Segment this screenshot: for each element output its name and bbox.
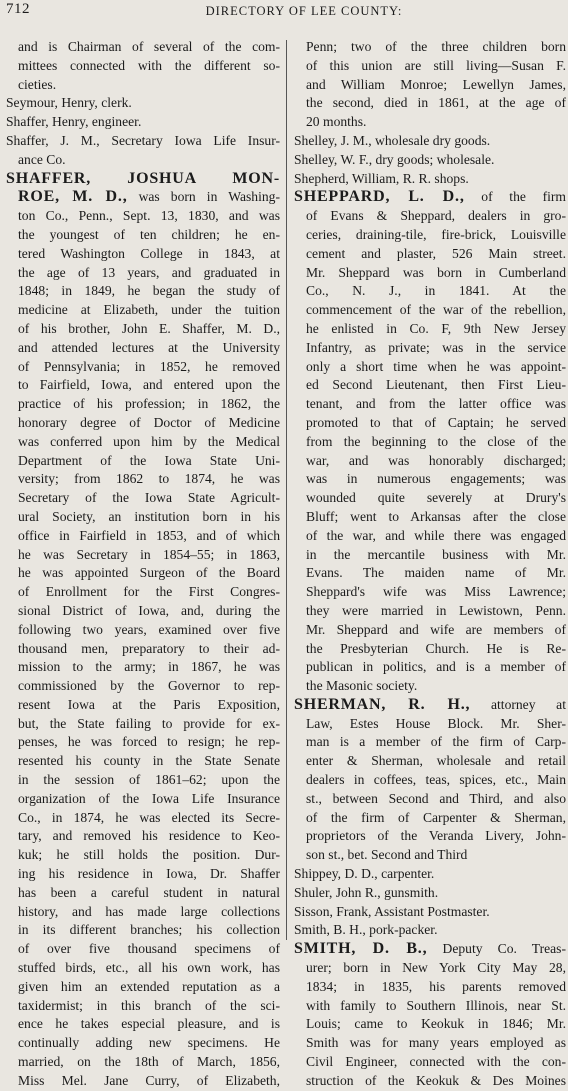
line-text: Evans. The maiden name of Mr. bbox=[306, 565, 566, 581]
line-text: Smith was for many years employed as bbox=[306, 1035, 566, 1051]
text-line bbox=[294, 752, 566, 771]
line-text: organization of the Iowa Life Insurance bbox=[18, 790, 280, 806]
line-text: taxidermist; in this branch of the sci- bbox=[18, 997, 280, 1013]
text-line bbox=[6, 921, 280, 940]
line-text: st., between Second and Third, and also bbox=[306, 790, 566, 806]
text-line bbox=[294, 1015, 566, 1034]
text-line bbox=[6, 76, 280, 95]
line-text: tenant, and from the latter office was bbox=[306, 396, 566, 412]
text-line bbox=[294, 301, 566, 320]
line-text: kuk; he still holds the position. Dur- bbox=[18, 847, 280, 863]
line-text: Seymour, Henry, clerk. bbox=[6, 95, 132, 111]
text-line bbox=[294, 621, 566, 640]
line-text: has been a careful student in natural bbox=[18, 884, 280, 900]
line-text: urer; born in New York City May 28, bbox=[306, 960, 566, 976]
line-text: to Fairfield, Iowa, and entered upon the bbox=[18, 377, 280, 393]
text-line bbox=[294, 132, 566, 151]
line-text: Infantry, as private; was in the service bbox=[306, 339, 566, 355]
text-line bbox=[294, 903, 566, 922]
text-line bbox=[6, 38, 280, 57]
line-text: of this union are still living—Susan F. bbox=[306, 57, 566, 73]
line-text: ing his residence in Iowa, Dr. Shaffer bbox=[18, 866, 280, 882]
line-text: sional District of Iowa, and, during the bbox=[18, 602, 280, 618]
text-line bbox=[294, 1072, 566, 1091]
text-line bbox=[294, 452, 566, 471]
text-line bbox=[294, 1034, 566, 1053]
text-line bbox=[294, 282, 566, 301]
text-line bbox=[6, 170, 280, 189]
line-text: Smith, B. H., pork-packer. bbox=[294, 922, 438, 938]
line-text: medicine at Elizabeth, under the tuition bbox=[18, 302, 280, 318]
text-line bbox=[6, 1072, 280, 1091]
text-line bbox=[294, 151, 566, 170]
line-text: Miss Mel. Jane Curry, of Elizabeth, bbox=[18, 1072, 280, 1088]
line-text: tary, and removed his residence to Keo- bbox=[18, 828, 280, 844]
text-line bbox=[6, 733, 280, 752]
text-line bbox=[6, 846, 280, 865]
line-text: resent Iowa at the Paris Exposition, bbox=[18, 696, 280, 712]
line-text: ural Society, an institution born in his bbox=[18, 508, 280, 524]
text-line bbox=[294, 414, 566, 433]
page-number: 712 bbox=[6, 1, 30, 17]
line-text: the second, died in 1861, at the age of bbox=[306, 95, 566, 111]
text-line bbox=[6, 376, 280, 395]
text-line bbox=[294, 489, 566, 508]
text-line bbox=[6, 1015, 280, 1034]
text-line bbox=[294, 376, 566, 395]
line-text: of the war, and while there was engaged bbox=[306, 527, 566, 543]
text-line bbox=[6, 113, 280, 132]
line-text: Shaffer, J. M., Secretary Iowa Life Insur- bbox=[6, 132, 280, 148]
line-text: Shelley, J. M., wholesale dry goods. bbox=[294, 132, 491, 148]
entry-name: SHAFFER, JOSHUA MON- bbox=[6, 169, 280, 187]
line-text: of the firm of Carpenter & Sherman, bbox=[306, 809, 566, 825]
text-line bbox=[6, 395, 280, 414]
line-text: practice of his profession; in 1862, the bbox=[18, 396, 280, 412]
line-text: in the session of 1861–62; upon the bbox=[18, 772, 280, 788]
line-text: Secretary of the Iowa State Agricult- bbox=[18, 490, 280, 506]
text-line bbox=[6, 658, 280, 677]
line-text: Shelley, W. F., dry goods; wholesale. bbox=[294, 151, 495, 167]
text-line bbox=[6, 771, 280, 790]
text-line bbox=[6, 940, 280, 959]
entry-name: SMITH, D. B., bbox=[294, 940, 428, 958]
text-line bbox=[6, 433, 280, 452]
text-line bbox=[6, 884, 280, 903]
line-text: struction of the Keokuk & Des Moines bbox=[306, 1072, 566, 1088]
line-text: Mr. Sheppard was born in Cumberland bbox=[306, 264, 566, 280]
text-line bbox=[294, 677, 566, 696]
text-line bbox=[6, 151, 280, 170]
right-column bbox=[294, 38, 566, 1091]
line-text: Co., N. J., in 1841. At the bbox=[306, 283, 566, 299]
running-head: DIRECTORY OF LEE COUNTY: bbox=[205, 4, 403, 18]
line-text: Shippey, D. D., carpenter. bbox=[294, 866, 435, 882]
line-text: promoted to that of Captain; he served bbox=[306, 414, 566, 430]
page-header bbox=[0, 0, 568, 22]
line-text: cieties. bbox=[18, 76, 57, 92]
line-text: the Presbyterian Church. He is Re- bbox=[306, 640, 566, 656]
line-text: Shaffer, Henry, engineer. bbox=[6, 114, 142, 130]
line-text: cement and plaster, 526 Main street. bbox=[306, 245, 566, 261]
line-text: the youngest of ten children; he en- bbox=[18, 226, 280, 242]
line-text: dealers in coffees, teas, spices, etc., Main bbox=[306, 772, 566, 788]
line-text: of over five thousand specimens of bbox=[18, 941, 280, 957]
text-line bbox=[294, 113, 566, 132]
line-text: given him an extended reputation as a bbox=[18, 978, 280, 994]
line-text: and William Monroe; Lewellyn James, bbox=[306, 76, 566, 92]
text-line bbox=[6, 470, 280, 489]
line-text: tered Washington College in 1843, at bbox=[18, 245, 280, 261]
text-line bbox=[294, 827, 566, 846]
entry-name: SHEPPARD, L. D., bbox=[294, 188, 465, 206]
line-text: versity; from 1862 to 1874, he was bbox=[18, 471, 280, 487]
text-line bbox=[6, 903, 280, 922]
text-line bbox=[6, 546, 280, 565]
line-text: was in numerous engagements; was bbox=[306, 471, 566, 487]
line-text: commissioned by the Governor to rep- bbox=[18, 678, 280, 694]
text-line bbox=[6, 752, 280, 771]
text-line bbox=[294, 546, 566, 565]
line-text: in its different branches; his collection bbox=[18, 922, 280, 938]
line-text: Civil Engineer, connected with the con- bbox=[306, 1054, 566, 1070]
text-line bbox=[294, 884, 566, 903]
text-line bbox=[294, 170, 566, 189]
text-line bbox=[6, 790, 280, 809]
line-text: Deputy Co. Treas- bbox=[427, 941, 566, 957]
line-text: ed Second Lieutenant, then First Lieu- bbox=[306, 377, 566, 393]
text-line bbox=[6, 602, 280, 621]
text-line bbox=[294, 508, 566, 527]
line-text: he was appointed Surgeon of the Board bbox=[18, 565, 280, 581]
line-text: he was Secretary in 1854–55; in 1863, bbox=[18, 546, 280, 562]
line-text: Shepherd, William, R. R. shops. bbox=[294, 170, 469, 186]
text-line bbox=[294, 997, 566, 1016]
line-text: attorney at bbox=[470, 696, 566, 712]
text-line bbox=[6, 188, 280, 207]
text-line bbox=[6, 677, 280, 696]
text-line bbox=[6, 564, 280, 583]
text-line bbox=[294, 358, 566, 377]
text-line bbox=[294, 527, 566, 546]
text-line bbox=[6, 226, 280, 245]
text-line bbox=[294, 245, 566, 264]
text-line bbox=[294, 433, 566, 452]
line-text: 1848; in 1849, he began the study of bbox=[18, 283, 280, 299]
line-text: Louis; came to Keokuk in 1846; Mr. bbox=[306, 1016, 566, 1032]
line-text: Mr. Sheppard and wife are members of bbox=[306, 621, 566, 637]
line-text: ance Co. bbox=[18, 151, 66, 167]
line-text: of Evans & Sheppard, dealers in gro- bbox=[306, 208, 566, 224]
text-line bbox=[6, 282, 280, 301]
text-line bbox=[6, 1053, 280, 1072]
line-text: the age of 13 years, and graduated in bbox=[18, 264, 280, 280]
text-line bbox=[6, 301, 280, 320]
line-text: man is a member of the firm of Carp- bbox=[306, 734, 566, 750]
line-text: Shuler, John R., gunsmith. bbox=[294, 884, 439, 900]
line-text: honorary degree of Doctor of Medicine bbox=[18, 414, 280, 430]
line-text: but, the State failing to provide for ex- bbox=[18, 715, 280, 731]
line-text: war, and was honorably discharged; bbox=[306, 452, 566, 468]
text-line bbox=[294, 658, 566, 677]
line-text: ceries, draining-tile, fire-brick, Louisville bbox=[306, 226, 566, 242]
text-line bbox=[294, 207, 566, 226]
text-line bbox=[294, 38, 566, 57]
text-line bbox=[294, 733, 566, 752]
line-text: Department of the Iowa State Uni- bbox=[18, 452, 280, 468]
line-text: of Enrollment for the First Congres- bbox=[18, 584, 280, 600]
line-text: with family to Southern Illinois, near St. bbox=[306, 997, 566, 1013]
line-text: enter & Sherman, wholesale and retail bbox=[306, 753, 566, 769]
line-text: he enlisted in Co. F, 9th New Jersey bbox=[306, 320, 566, 336]
text-line bbox=[6, 696, 280, 715]
text-line bbox=[6, 264, 280, 283]
text-line bbox=[294, 583, 566, 602]
line-text: mittees connected with the different so- bbox=[18, 57, 280, 73]
line-text: and attended lectures at the University bbox=[18, 339, 280, 355]
text-line bbox=[6, 414, 280, 433]
left-column bbox=[6, 38, 280, 1091]
text-line bbox=[6, 245, 280, 264]
line-text: in the mercantile business with Mr. bbox=[306, 546, 566, 562]
line-text: they were married in Lewistown, Penn. bbox=[306, 602, 566, 618]
line-text: of the firm bbox=[464, 189, 566, 205]
text-line bbox=[6, 640, 280, 659]
line-text: resented his county in the State Senate bbox=[18, 753, 280, 769]
line-text: ence he takes especial pleasure, and is bbox=[18, 1016, 280, 1032]
text-line bbox=[6, 57, 280, 76]
line-text: of Pennsylvania; in 1852, he removed bbox=[18, 358, 280, 374]
text-line bbox=[294, 978, 566, 997]
line-text: 20 months. bbox=[306, 114, 367, 130]
text-line bbox=[6, 320, 280, 339]
text-line bbox=[294, 921, 566, 940]
line-text: proprietors of the Veranda Livery, John- bbox=[306, 828, 566, 844]
text-line bbox=[294, 696, 566, 715]
line-text: son st., bet. Second and Third bbox=[306, 847, 468, 863]
text-line bbox=[294, 602, 566, 621]
line-text: office in Fairfield in 1853, and of which bbox=[18, 527, 280, 543]
line-text: Penn; two of the three children born bbox=[306, 39, 566, 54]
text-line bbox=[294, 76, 566, 95]
text-line bbox=[6, 489, 280, 508]
line-text: ton Co., Penn., Sept. 13, 1830, and was bbox=[18, 208, 280, 224]
text-line bbox=[6, 132, 280, 151]
text-line bbox=[294, 809, 566, 828]
text-line bbox=[6, 508, 280, 527]
line-text: Sheppard's wife was Miss Lawrence; bbox=[306, 584, 566, 600]
text-line bbox=[6, 583, 280, 602]
column-divider bbox=[286, 40, 287, 940]
line-text: was conferred upon him by the Medical bbox=[18, 433, 280, 449]
text-line bbox=[294, 339, 566, 358]
text-line bbox=[6, 339, 280, 358]
line-text: married, on the 18th of March, 1856, bbox=[18, 1054, 280, 1070]
text-line bbox=[294, 470, 566, 489]
text-line bbox=[294, 1053, 566, 1072]
line-text: Sisson, Frank, Assistant Postmaster. bbox=[294, 903, 490, 919]
text-line bbox=[6, 207, 280, 226]
text-line bbox=[294, 188, 566, 207]
line-text: 1834; in 1835, his parents removed bbox=[306, 978, 566, 994]
line-text: the Masonic society. bbox=[306, 678, 418, 694]
line-text: penses, he was forced to resign; he rep- bbox=[18, 734, 280, 750]
line-text: of his brother, John E. Shaffer, M. D., bbox=[18, 320, 280, 336]
text-line bbox=[6, 865, 280, 884]
entry-name: SHERMAN, R. H., bbox=[294, 695, 471, 713]
text-line bbox=[6, 621, 280, 640]
text-line bbox=[294, 865, 566, 884]
line-text: commencement of the war of the rebellion, bbox=[306, 302, 566, 318]
text-line bbox=[294, 564, 566, 583]
text-line bbox=[294, 846, 566, 865]
text-line bbox=[6, 1034, 280, 1053]
text-line bbox=[294, 94, 566, 113]
text-line bbox=[6, 997, 280, 1016]
text-line bbox=[294, 57, 566, 76]
text-line bbox=[6, 715, 280, 734]
line-text: history, and has made large collections bbox=[18, 903, 280, 919]
line-text: mission to the army; in 1867, he was bbox=[18, 659, 280, 675]
text-line bbox=[6, 358, 280, 377]
line-text: Co., in 1874, he was elected its Secre- bbox=[18, 809, 280, 825]
line-text: only a short time when he was appoint- bbox=[306, 358, 566, 374]
text-line bbox=[294, 226, 566, 245]
line-text: following two years, examined over five bbox=[18, 621, 280, 637]
text-line bbox=[294, 395, 566, 414]
entry-name: ROE, M. D., bbox=[18, 188, 128, 206]
line-text: thousand men, preparatory to their ad- bbox=[18, 640, 280, 656]
text-line bbox=[294, 940, 566, 959]
text-line bbox=[6, 452, 280, 471]
text-line bbox=[6, 809, 280, 828]
text-line bbox=[6, 959, 280, 978]
text-line bbox=[6, 527, 280, 546]
line-text: wounded quite severely at Drury's bbox=[306, 490, 566, 506]
text-line bbox=[6, 94, 280, 113]
text-line bbox=[294, 771, 566, 790]
line-text: continually adding new specimens. He bbox=[18, 1035, 280, 1051]
text-line bbox=[294, 715, 566, 734]
text-line bbox=[294, 640, 566, 659]
line-text: Bluff; went to Arkansas after the close bbox=[306, 508, 566, 524]
line-text: publican in politics, and is a member of bbox=[306, 659, 566, 675]
text-line bbox=[294, 264, 566, 283]
text-line bbox=[294, 959, 566, 978]
text-line bbox=[294, 790, 566, 809]
line-text: was born in Washing- bbox=[127, 189, 280, 205]
text-line bbox=[6, 827, 280, 846]
line-text: stuffed birds, etc., all his own work, has bbox=[18, 960, 280, 976]
text-line bbox=[294, 320, 566, 339]
line-text: and is Chairman of several of the com- bbox=[18, 39, 280, 54]
line-text: Law, Estes House Block. Mr. Sher- bbox=[306, 715, 566, 731]
text-line bbox=[6, 978, 280, 997]
line-text: from the beginning to the close of the bbox=[306, 433, 566, 449]
